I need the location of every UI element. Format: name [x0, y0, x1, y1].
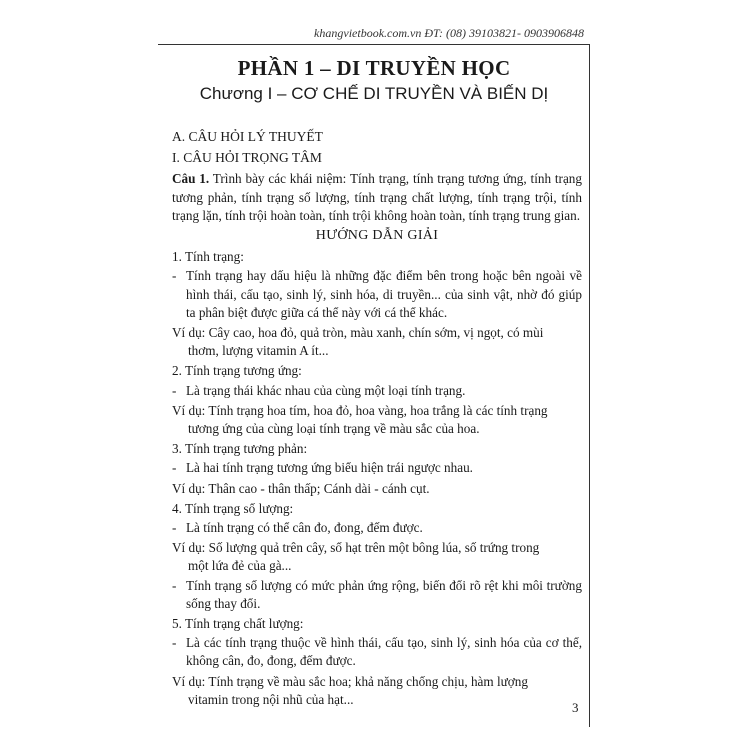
- bullet-text: Là tính trạng có thể cân đo, đong, đếm được.: [186, 520, 423, 536]
- bullet-dash: -: [172, 635, 177, 651]
- part-title: PHẦN 1 – DI TRUYỀN HỌC: [237, 56, 511, 80]
- example-line: Ví dụ: Tính trạng về màu sắc hoa; khả năng chống chịu, hàm lượng: [172, 673, 528, 689]
- page-content: [172, 124, 582, 709]
- page-header: khangvietbook.com.vn ĐT: (08) 39103821- 0903906848: [314, 26, 584, 40]
- bullet-4: [172, 519, 582, 537]
- question-text: Trình bày các khái niệm: Tính trạng, tính trạng tương ứng, tính trạng tương phản, tính trạng số lượng, tính trạng chất lượng, tính trạng trội, tính trạng lặn, tính trội hoàn toàn, tính trội không hoàn toàn, tính trạng trung gian.: [172, 171, 582, 223]
- example-line: tương ứng của cùng loại tính trạng về màu sắc của hoa.: [188, 421, 480, 437]
- bullet-text: Là các tính trạng thuộc về hình thái, cấu tạo, sinh lý, sinh hóa của cơ thể, không cân, đo, đong, đếm được.: [186, 635, 582, 669]
- bullet-1: [172, 267, 582, 322]
- example-line: thơm, lượng vitamin A ít...: [188, 343, 329, 359]
- bullet-dash: -: [172, 268, 177, 284]
- bullet-dash: -: [172, 577, 177, 593]
- chapter-title: Chương I – CƠ CHẾ DI TRUYỀN VÀ BIẾN DỊ: [199, 84, 549, 103]
- bullet-text: Là hai tính trạng tương ứng biểu hiện trái ngược nhau.: [186, 460, 473, 476]
- example-line: Ví dụ: Tính trạng hoa tím, hoa đỏ, hoa vàng, hoa trắng là các tính trạng: [172, 402, 548, 418]
- item-heading-4: 4. Tính trạng số lượng:: [172, 500, 294, 516]
- item-heading-2: 2. Tính trạng tương ứng:: [172, 363, 302, 379]
- item-heading-1: 1. Tính trạng:: [172, 249, 244, 265]
- example-2: [172, 402, 582, 438]
- example-4: [172, 539, 582, 575]
- bullet-3: [172, 459, 582, 477]
- item-heading-5: 5. Tính trạng chất lượng:: [172, 616, 304, 632]
- bullet-text: Là trạng thái khác nhau của cùng một loại tính trạng.: [186, 382, 466, 398]
- section-1-heading: I. CÂU HỎI TRỌNG TÂM: [172, 150, 322, 166]
- example-line: một lứa đẻ của gà...: [188, 558, 292, 574]
- item-heading-3: 3. Tính trạng tương phản:: [172, 441, 308, 457]
- example-line: vitamin trong nội nhũ của hạt...: [188, 691, 354, 707]
- question-label: Câu 1.: [172, 171, 210, 187]
- bullet-dash: -: [172, 382, 177, 398]
- bullet-dash: -: [172, 460, 177, 476]
- example-3: Ví dụ: Thân cao - thân thấp; Cánh dài - cánh cụt.: [172, 480, 430, 496]
- page-border-right: [589, 44, 590, 727]
- bullet-text: Tính trạng số lượng có mức phản ứng rộng, biến đổi rõ rệt khi môi trường sống thay đổi.: [186, 577, 582, 611]
- bullet-text: Tính trạng hay dấu hiệu là những đặc điểm bên trong hoặc bên ngoài về hình thái, cấu tạo, sinh lý, sinh hóa, di truyền... của sinh vật, nhờ đó giúp ta phân biệt được giữa cá thể này với cá thể khác.: [186, 268, 582, 320]
- guide-heading: HƯỚNG DẪN GIẢI: [315, 228, 439, 244]
- page-number: 3: [572, 700, 579, 715]
- question-1: [172, 170, 582, 225]
- example-1: [172, 324, 582, 360]
- example-line: Ví dụ: Cây cao, hoa đỏ, quả tròn, màu xanh, chín sớm, vị ngọt, có mùi: [172, 325, 544, 341]
- example-line: Ví dụ: Số lượng quả trên cây, số hạt trên một bông lúa, số trứng trong: [172, 540, 540, 556]
- page-border-top: [158, 44, 590, 45]
- bullet-2: [172, 382, 582, 400]
- section-a-heading: A. CÂU HỎI LÝ THUYẾT: [172, 129, 323, 144]
- bullet-5: [172, 634, 582, 670]
- bullet-4b: [172, 577, 582, 613]
- example-5: [172, 673, 582, 709]
- bullet-dash: -: [172, 520, 177, 536]
